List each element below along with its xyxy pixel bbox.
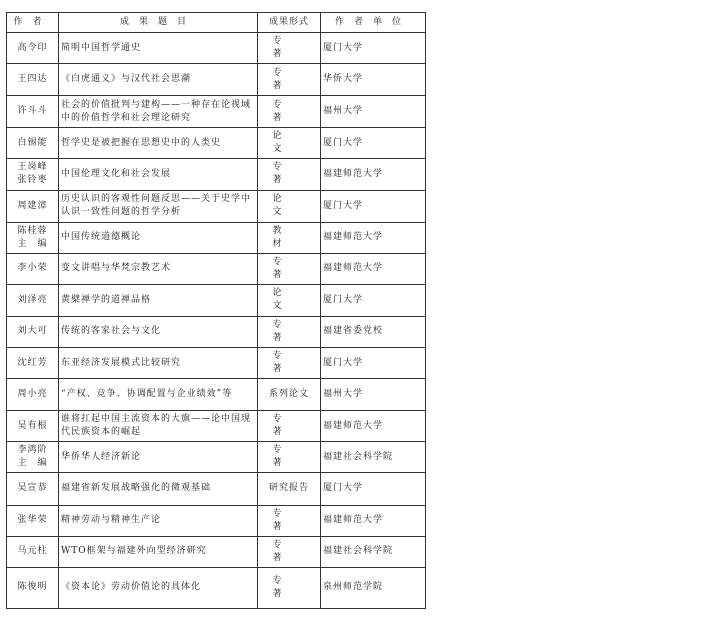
table-row [7, 505, 426, 536]
title-cell: 社会的价值批判与建构——一种存在论视域中的价值哲学和社会理论研究 [59, 96, 258, 128]
table-row [7, 222, 426, 253]
table-row [7, 567, 426, 608]
author-name: 白锡能 [17, 137, 48, 148]
table-row [7, 253, 426, 284]
unit-cell: 厦门大学 [321, 190, 426, 222]
table-row [7, 536, 426, 567]
author-name-secondary: 主 编 [17, 238, 48, 249]
author-name: 张华荣 [17, 515, 48, 526]
author-name: 吴宣恭 [17, 483, 48, 494]
author-name: 李鸿阶 [17, 445, 48, 456]
author-cell [7, 33, 59, 64]
unit-cell: 福建师范大学 [321, 411, 426, 442]
author-cell [7, 348, 59, 379]
unit-cell: 厦门大学 [321, 473, 426, 505]
author-cell [7, 473, 59, 505]
author-name: 陈俊明 [17, 582, 48, 593]
author-name-secondary: 主 编 [17, 458, 48, 469]
author-name: 周小亮 [17, 389, 48, 400]
title-cell: 历史认识的客观性问题反思——关于史学中认识一致性问题的哲学分析 [59, 190, 258, 222]
unit-cell: 厦门大学 [321, 33, 426, 64]
table-row [7, 379, 426, 411]
unit-cell: 福建社会科学院 [321, 442, 426, 473]
form-cell: 专著 [258, 348, 321, 379]
author-cell [7, 316, 59, 347]
author-name: 吴有根 [17, 420, 48, 431]
form-cell: 专著 [258, 411, 321, 442]
author-name: 许斗斗 [17, 106, 48, 117]
form-cell: 专著 [258, 159, 321, 190]
author-name: 王岗峰 [17, 162, 48, 173]
awards-table [6, 12, 426, 609]
form-cell: 专著 [258, 442, 321, 473]
author-name: 高令印 [17, 42, 48, 53]
unit-cell: 厦门大学 [321, 348, 426, 379]
form-cell: 专著 [258, 33, 321, 64]
form-cell: 教材 [258, 222, 321, 253]
table-row [7, 33, 426, 64]
title-cell: 精神劳动与精神生产论 [59, 505, 258, 536]
table-row [7, 96, 426, 128]
table-body [7, 33, 426, 609]
author-cell [7, 505, 59, 536]
author-cell [7, 379, 59, 411]
author-cell [7, 64, 59, 96]
header-form: 成果形式 [258, 13, 321, 33]
table-row [7, 159, 426, 190]
title-cell: 简明中国哲学通史 [59, 33, 258, 64]
unit-cell: 华侨大学 [321, 64, 426, 96]
author-name: 王四达 [17, 74, 48, 85]
table-row [7, 316, 426, 347]
title-cell: 变文讲唱与华梵宗教艺术 [59, 253, 258, 284]
author-cell [7, 567, 59, 608]
table-row [7, 284, 426, 316]
unit-cell: 福建师范大学 [321, 505, 426, 536]
title-cell: WTO框架与福建外向型经济研究 [59, 536, 258, 567]
title-cell: 谁将扛起中国主流资本的大旗——论中国现代民族资本的崛起 [59, 411, 258, 442]
author-cell [7, 96, 59, 128]
author-name: 周建漳 [17, 200, 48, 211]
form-cell: 专著 [258, 96, 321, 128]
form-cell: 研究报告 [258, 473, 321, 505]
unit-cell: 福建省委党校 [321, 316, 426, 347]
unit-cell: 福建社会科学院 [321, 536, 426, 567]
author-name-secondary: 张铃枣 [17, 175, 48, 186]
table-row [7, 348, 426, 379]
header-title: 成果题目 [59, 13, 258, 33]
unit-cell: 厦门大学 [321, 284, 426, 316]
author-name: 李小荣 [17, 263, 48, 274]
author-cell [7, 253, 59, 284]
form-cell: 专著 [258, 253, 321, 284]
table-row [7, 473, 426, 505]
form-cell: 论文 [258, 284, 321, 316]
unit-cell: 泉州师范学院 [321, 567, 426, 608]
title-cell: 福建省新发展战略强化的微观基础 [59, 473, 258, 505]
author-cell [7, 128, 59, 159]
header-author: 作者 [7, 13, 59, 33]
author-name: 刘大可 [17, 326, 48, 337]
form-cell: 系列论文 [258, 379, 321, 411]
title-cell: 华侨华人经济新论 [59, 442, 258, 473]
form-cell: 专著 [258, 567, 321, 608]
form-cell: 专著 [258, 536, 321, 567]
title-cell: “产权、竞争、协调配置与企业绩效”等 [59, 379, 258, 411]
table-row [7, 190, 426, 222]
table-row [7, 64, 426, 96]
form-cell: 专著 [258, 505, 321, 536]
author-cell [7, 536, 59, 567]
form-cell: 专著 [258, 64, 321, 96]
unit-cell: 厦门大学 [321, 128, 426, 159]
title-cell: 《资本论》劳动价值论的具体化 [59, 567, 258, 608]
author-name: 沈红芳 [17, 357, 48, 368]
form-cell: 论文 [258, 190, 321, 222]
author-cell [7, 159, 59, 190]
unit-cell: 福州大学 [321, 379, 426, 411]
author-cell [7, 442, 59, 473]
title-cell: 中国传统道德概论 [59, 222, 258, 253]
unit-cell: 福建师范大学 [321, 159, 426, 190]
title-cell: 东亚经济发展模式比较研究 [59, 348, 258, 379]
author-name: 陈桂蓉 [17, 225, 48, 236]
title-cell: 中国伦理文化和社会发展 [59, 159, 258, 190]
unit-cell: 福建师范大学 [321, 222, 426, 253]
header-row [7, 13, 426, 33]
table-row [7, 411, 426, 442]
table-row [7, 442, 426, 473]
unit-cell: 福州大学 [321, 96, 426, 128]
form-cell: 论文 [258, 128, 321, 159]
title-cell: 黄檗禅学的道禅品格 [59, 284, 258, 316]
author-cell [7, 190, 59, 222]
author-cell [7, 222, 59, 253]
header-unit: 作者单位 [321, 13, 426, 33]
author-name: 马元柱 [17, 546, 48, 557]
author-cell [7, 411, 59, 442]
unit-cell: 福建师范大学 [321, 253, 426, 284]
title-cell: 哲学史是被把握在思想史中的人类史 [59, 128, 258, 159]
title-cell: 传统的客家社会与文化 [59, 316, 258, 347]
title-cell: 《白虎通义》与汉代社会思潮 [59, 64, 258, 96]
form-cell: 专著 [258, 316, 321, 347]
author-cell [7, 284, 59, 316]
table-row [7, 128, 426, 159]
author-name: 刘泽亮 [17, 294, 48, 305]
